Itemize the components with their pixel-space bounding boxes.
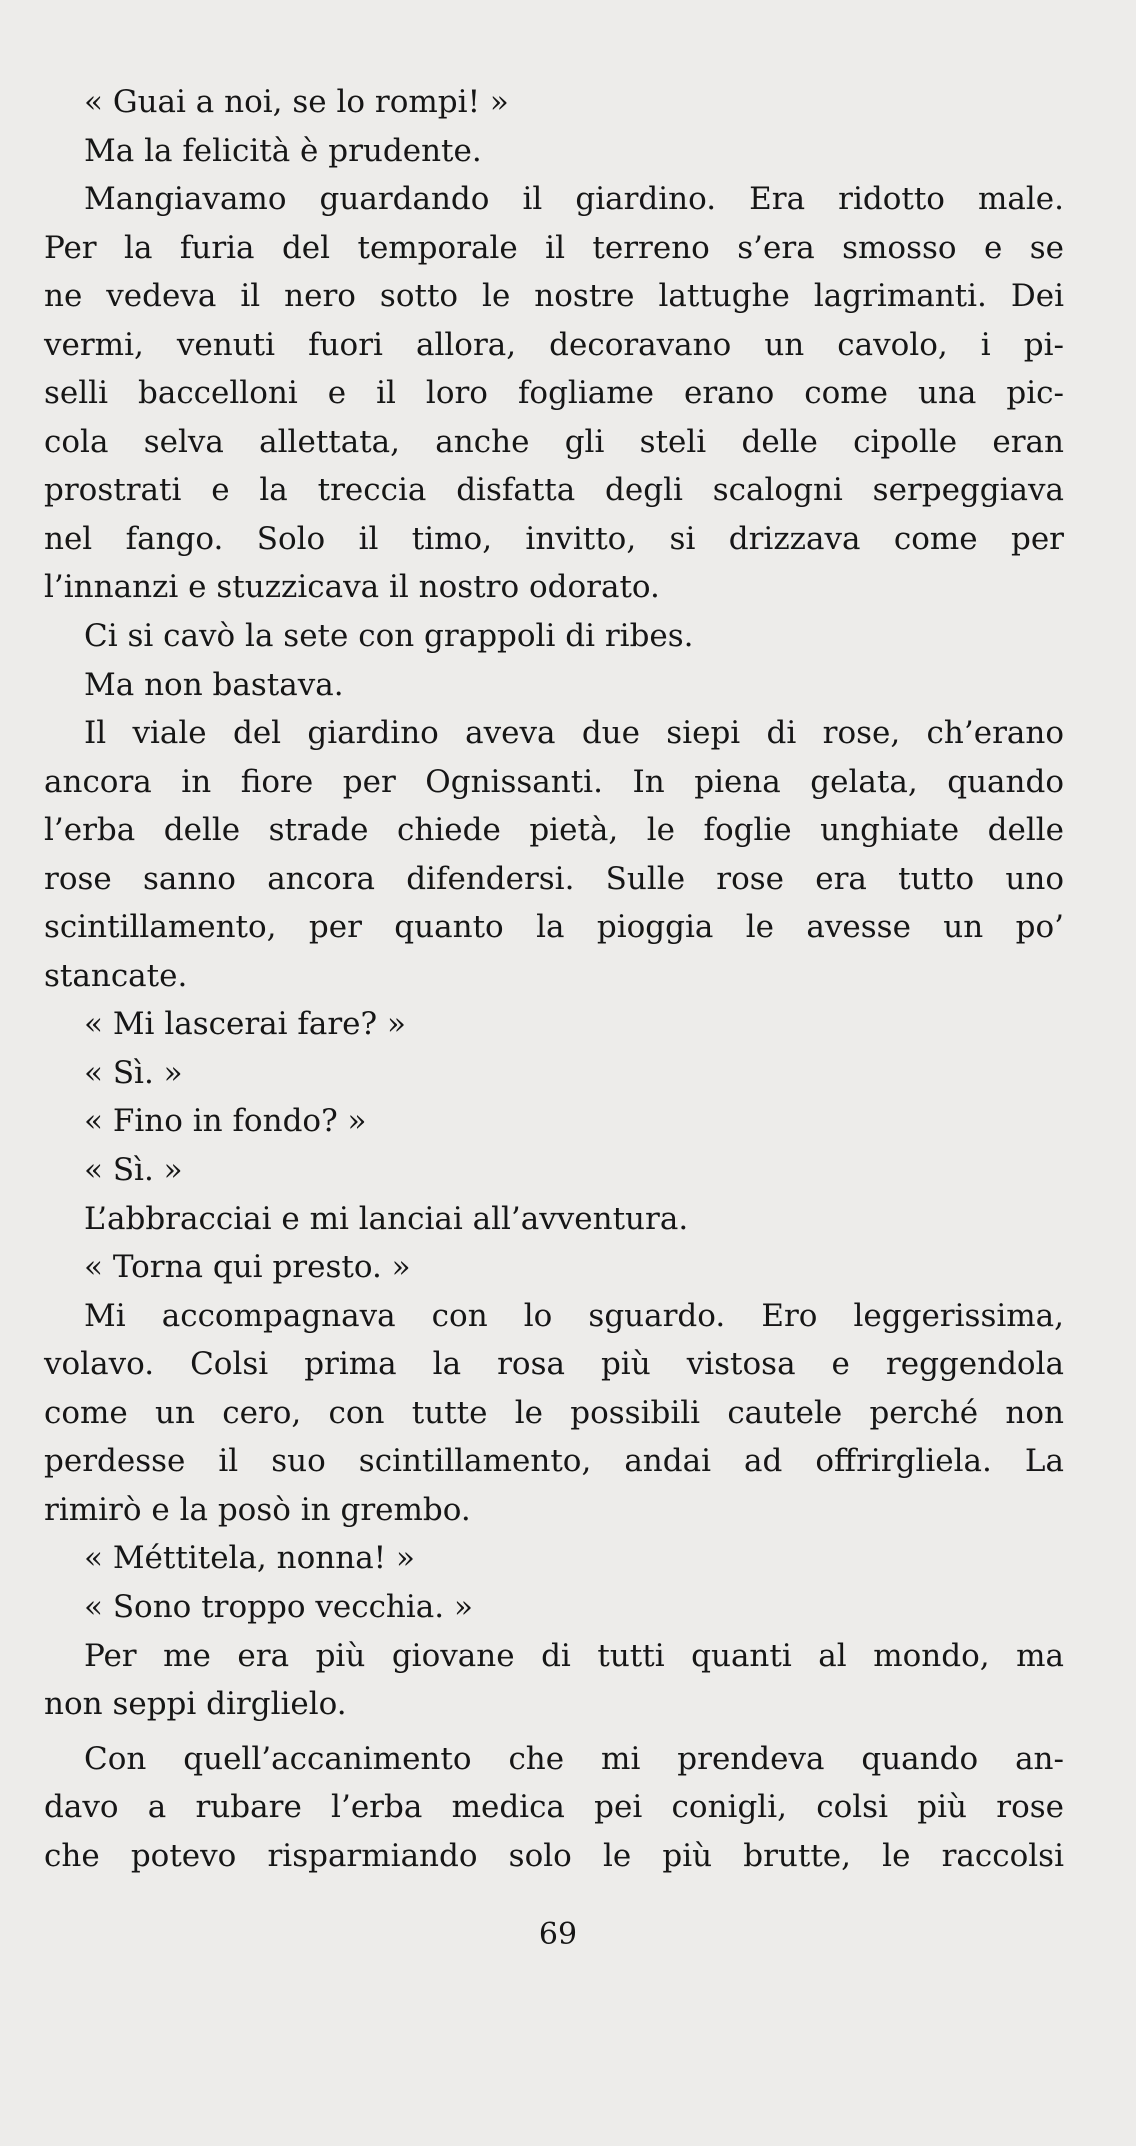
text-line: Mangiavamo guardando il giardino. Era ridotto male. <box>84 181 1064 218</box>
text-line: Mi accompagnava con lo sguardo. Ero leggerissima, <box>84 1297 1064 1334</box>
text-line: « Sono troppo vecchia. » <box>84 1588 473 1625</box>
text-line: L’abbracciai e mi lanciai all’avventura. <box>84 1200 689 1237</box>
text-line: volavo. Colsi prima la rosa più vistosa e reggendola <box>44 1346 1064 1383</box>
text-line: stancate. <box>44 957 188 994</box>
text-line: Per me era più giovane di tutti quanti al mondo, ma <box>84 1637 1064 1674</box>
page-number: 69 <box>538 1917 578 1952</box>
text-line: l’innanzi e stuzzicava il nostro odorato. <box>44 569 660 606</box>
text-line: « Fino in fondo? » <box>84 1103 367 1140</box>
text-line: « Méttitela, nonna! » <box>84 1540 415 1577</box>
text-line: cola selva allettata, anche gli steli delle cipolle eran <box>44 423 1064 460</box>
text-line: « Torna qui presto. » <box>84 1249 411 1286</box>
text-line: Ma la felicità è prudente. <box>84 132 482 169</box>
text-line: scintillamento, per quanto la pioggia le avesse un po’ <box>44 909 1064 946</box>
body-text <box>44 78 1064 1880</box>
text-line: Con quell’accanimento che mi prendeva quando an- <box>84 1740 1064 1777</box>
text-line: davo a rubare l’erba medica pei conigli, colsi più rose <box>44 1789 1064 1826</box>
text-line: come un cero, con tutte le possibili cautele perché non <box>44 1394 1064 1431</box>
text-line: rimirò e la posò in grembo. <box>44 1491 471 1528</box>
text-line: « Sì. » <box>84 1054 183 1091</box>
text-line: « Mi lascerai fare? » <box>84 1006 406 1043</box>
text-line: Ma non bastava. <box>84 666 344 703</box>
text-line: rose sanno ancora difendersi. Sulle rose era tutto uno <box>44 860 1064 897</box>
text-line: perdesse il suo scintillamento, andai ad offrirgliela. La <box>44 1443 1064 1480</box>
text-line: Il viale del giardino aveva due siepi di rose, ch’erano <box>84 715 1064 752</box>
text-line: non seppi dirglielo. <box>44 1686 347 1723</box>
text-line: ancora in fiore per Ognissanti. In piena gelata, quando <box>44 763 1064 800</box>
text-line: Per la furia del temporale il terreno s’era smosso e se <box>44 229 1064 266</box>
text-line: vermi, venuti fuori allora, decoravano un cavolo, i pi- <box>44 326 1064 363</box>
text-line: nel fango. Solo il timo, invitto, si drizzava come per <box>44 520 1064 557</box>
text-line: « Sì. » <box>84 1152 183 1189</box>
text-line: prostrati e la treccia disfatta degli scalogni serpeggiava <box>44 472 1064 509</box>
text-line: ne vedeva il nero sotto le nostre lattughe lagrimanti. Dei <box>44 278 1064 315</box>
text-line: che potevo risparmiando solo le più brutte, le raccolsi <box>44 1837 1064 1874</box>
text-line: selli baccelloni e il loro fogliame erano come una pic- <box>44 375 1064 412</box>
text-line: l’erba delle strade chiede pietà, le foglie unghiate delle <box>44 812 1064 849</box>
text-line: Ci si cavò la sete con grappoli di ribes. <box>84 618 694 655</box>
text-line: « Guai a noi, se lo rompi! » <box>84 84 509 120</box>
